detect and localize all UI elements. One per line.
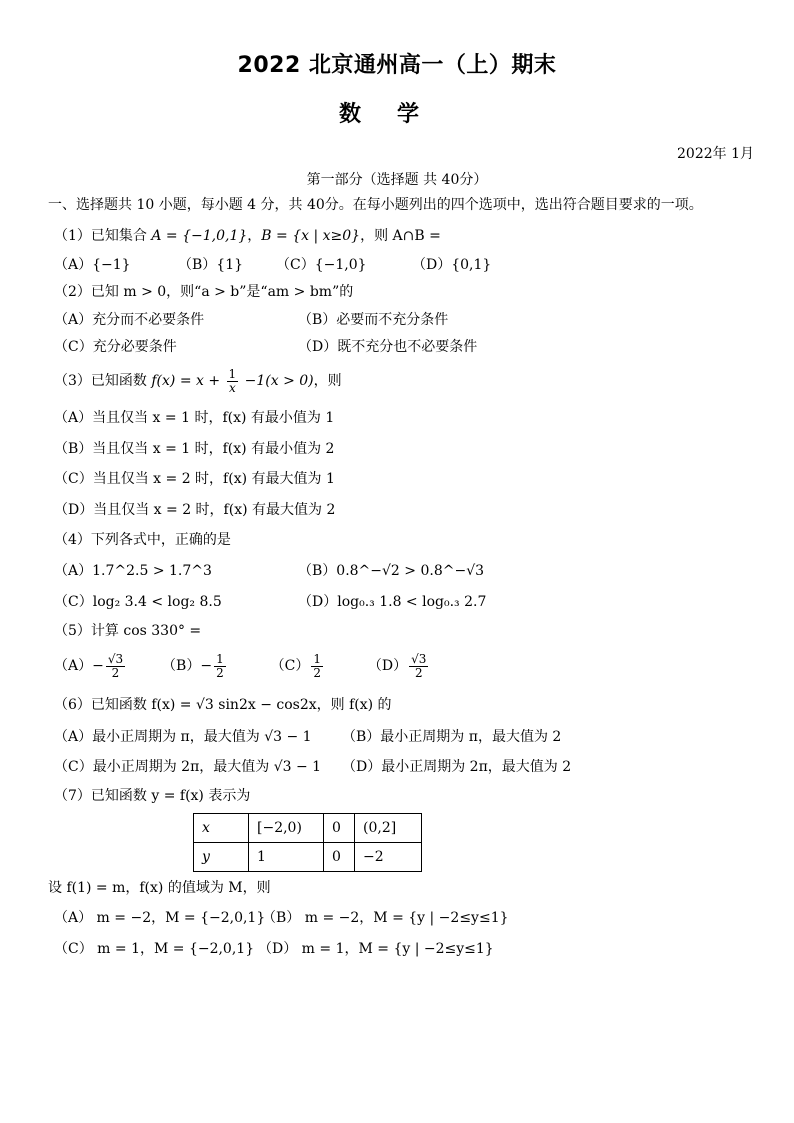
q1-set-b: B = {x | x≥0} bbox=[261, 228, 361, 244]
q7-option-a: （A） m = −2，M = {−2,0,1} bbox=[54, 910, 266, 926]
q2-option-d: （D）既不充分也不必要条件 bbox=[298, 339, 478, 355]
q7-option-b: （B） m = −2，M = {y | −2≤y≤1} bbox=[262, 910, 509, 926]
q1-option-a: （A）{−1} bbox=[54, 257, 131, 273]
q7-follow: 设 f(1) = m，f(x) 的值域为 M，则 bbox=[48, 880, 271, 896]
q4-option-d: （D）log₀.₃ 1.8 < log₀.₃ 2.7 bbox=[298, 594, 487, 610]
table-cell: 0 bbox=[324, 814, 355, 843]
q5-option-c: （C） $\frac{1}{2}$ bbox=[270, 651, 321, 680]
q1-option-d: （D）{0,1} bbox=[412, 257, 492, 273]
table-row bbox=[194, 814, 422, 843]
table-cell: (0,2] bbox=[355, 814, 422, 843]
q4-option-c: （C）log₂ 3.4 < log₂ 8.5 bbox=[54, 594, 222, 610]
q3-option-b: （B）当且仅当 x = 1 时，f(x) 有最小值为 2 bbox=[54, 441, 335, 457]
table-cell: 0 bbox=[324, 843, 355, 872]
q3-func-left: f(x) = x + bbox=[151, 373, 221, 389]
q3-option-d: （D）当且仅当 x = 2 时，f(x) 有最大值为 2 bbox=[54, 502, 336, 518]
question-5: （5）计算 cos 330° = bbox=[54, 623, 202, 639]
q5-option-d: （D） $\frac{√3}{2}$ bbox=[367, 651, 427, 680]
section-intro: 一、选择题共 10 小题，每小题 4 分，共 40分。在每小题列出的四个选项中，选出符合题目要求的一项。 bbox=[48, 197, 703, 213]
question-4: （4）下列各式中，正确的是 bbox=[54, 532, 231, 548]
q1-prefix: （1）已知集合 bbox=[54, 228, 147, 244]
table-cell: [−2,0) bbox=[249, 814, 324, 843]
q4-option-b: （B）0.8^−√2 > 0.8^−√3 bbox=[298, 563, 485, 579]
q5-option-a: （A）− $\frac{√3}{2}$ bbox=[54, 651, 124, 680]
q3-frac-num: 1 bbox=[228, 366, 237, 381]
q7-option-c: （C） m = 1，M = {−2,0,1} bbox=[54, 941, 255, 957]
q1-set-a: A = {−1,0,1} bbox=[151, 228, 248, 244]
question-6: （6）已知函数 f(x) = √3 sin2x − cos2x，则 f(x) 的 bbox=[54, 697, 392, 713]
q3-prefix: （3）已知函数 bbox=[54, 373, 147, 389]
q3-option-a: （A）当且仅当 x = 1 时，f(x) 有最小值为 1 bbox=[54, 410, 335, 426]
q2-option-b: （B）必要而不充分条件 bbox=[298, 312, 449, 328]
subject-title: 数学 bbox=[338, 102, 455, 127]
q7-option-d: （D） m = 1，M = {y | −2≤y≤1} bbox=[258, 941, 494, 957]
q3-func-right: −1(x > 0) bbox=[244, 373, 314, 389]
q6-option-d: （D）最小正周期为 2π，最大值为 2 bbox=[342, 759, 572, 775]
q5-options bbox=[54, 650, 430, 682]
q6-option-c: （C）最小正周期为 2π，最大值为 √3 − 1 bbox=[54, 759, 322, 775]
q6-option-b: （B）最小正周期为 π，最大值为 2 bbox=[342, 729, 562, 745]
exam-title: 2022 北京通州高一（上）期末 bbox=[237, 53, 557, 78]
function-table bbox=[193, 813, 422, 872]
q1-option-c: （C）{−1,0} bbox=[276, 257, 367, 273]
question-7: （7）已知函数 y = f(x) 表示为 bbox=[54, 788, 251, 804]
question-2: （2）已知 m > 0，则“a > b”是“am > bm”的 bbox=[54, 284, 354, 300]
q3-option-c: （C）当且仅当 x = 2 时，f(x) 有最大值为 1 bbox=[54, 471, 335, 487]
q3-frac-den: x bbox=[228, 380, 236, 395]
exam-date: 2022年 1月 bbox=[677, 146, 754, 162]
part-heading: 第一部分（选择题 共 40分） bbox=[306, 172, 488, 188]
q3-fraction bbox=[227, 368, 239, 395]
q2-option-a: （A）充分而不必要条件 bbox=[54, 312, 205, 328]
q1-option-b: （B）{1} bbox=[178, 257, 244, 273]
q1-tail: ，则 A∩B = bbox=[360, 228, 441, 244]
q6-option-a: （A）最小正周期为 π，最大值为 √3 − 1 bbox=[54, 729, 312, 745]
question-1: （1）已知集合 A = {−1,0,1}，B = {x | x≥0}，则 A∩B = bbox=[54, 228, 441, 244]
table-cell: y bbox=[194, 843, 249, 872]
table-cell: 1 bbox=[249, 843, 324, 872]
q2-option-c: （C）充分必要条件 bbox=[54, 339, 177, 355]
q5-option-b: （B）− $\frac{1}{2}$ bbox=[162, 651, 224, 680]
q4-option-a: （A）1.7^2.5 > 1.7^3 bbox=[54, 563, 212, 579]
question-3 bbox=[54, 366, 342, 396]
q3-suffix: ，则 bbox=[313, 373, 342, 389]
table-cell: x bbox=[194, 814, 249, 843]
table-row bbox=[194, 843, 422, 872]
table-cell: −2 bbox=[355, 843, 422, 872]
